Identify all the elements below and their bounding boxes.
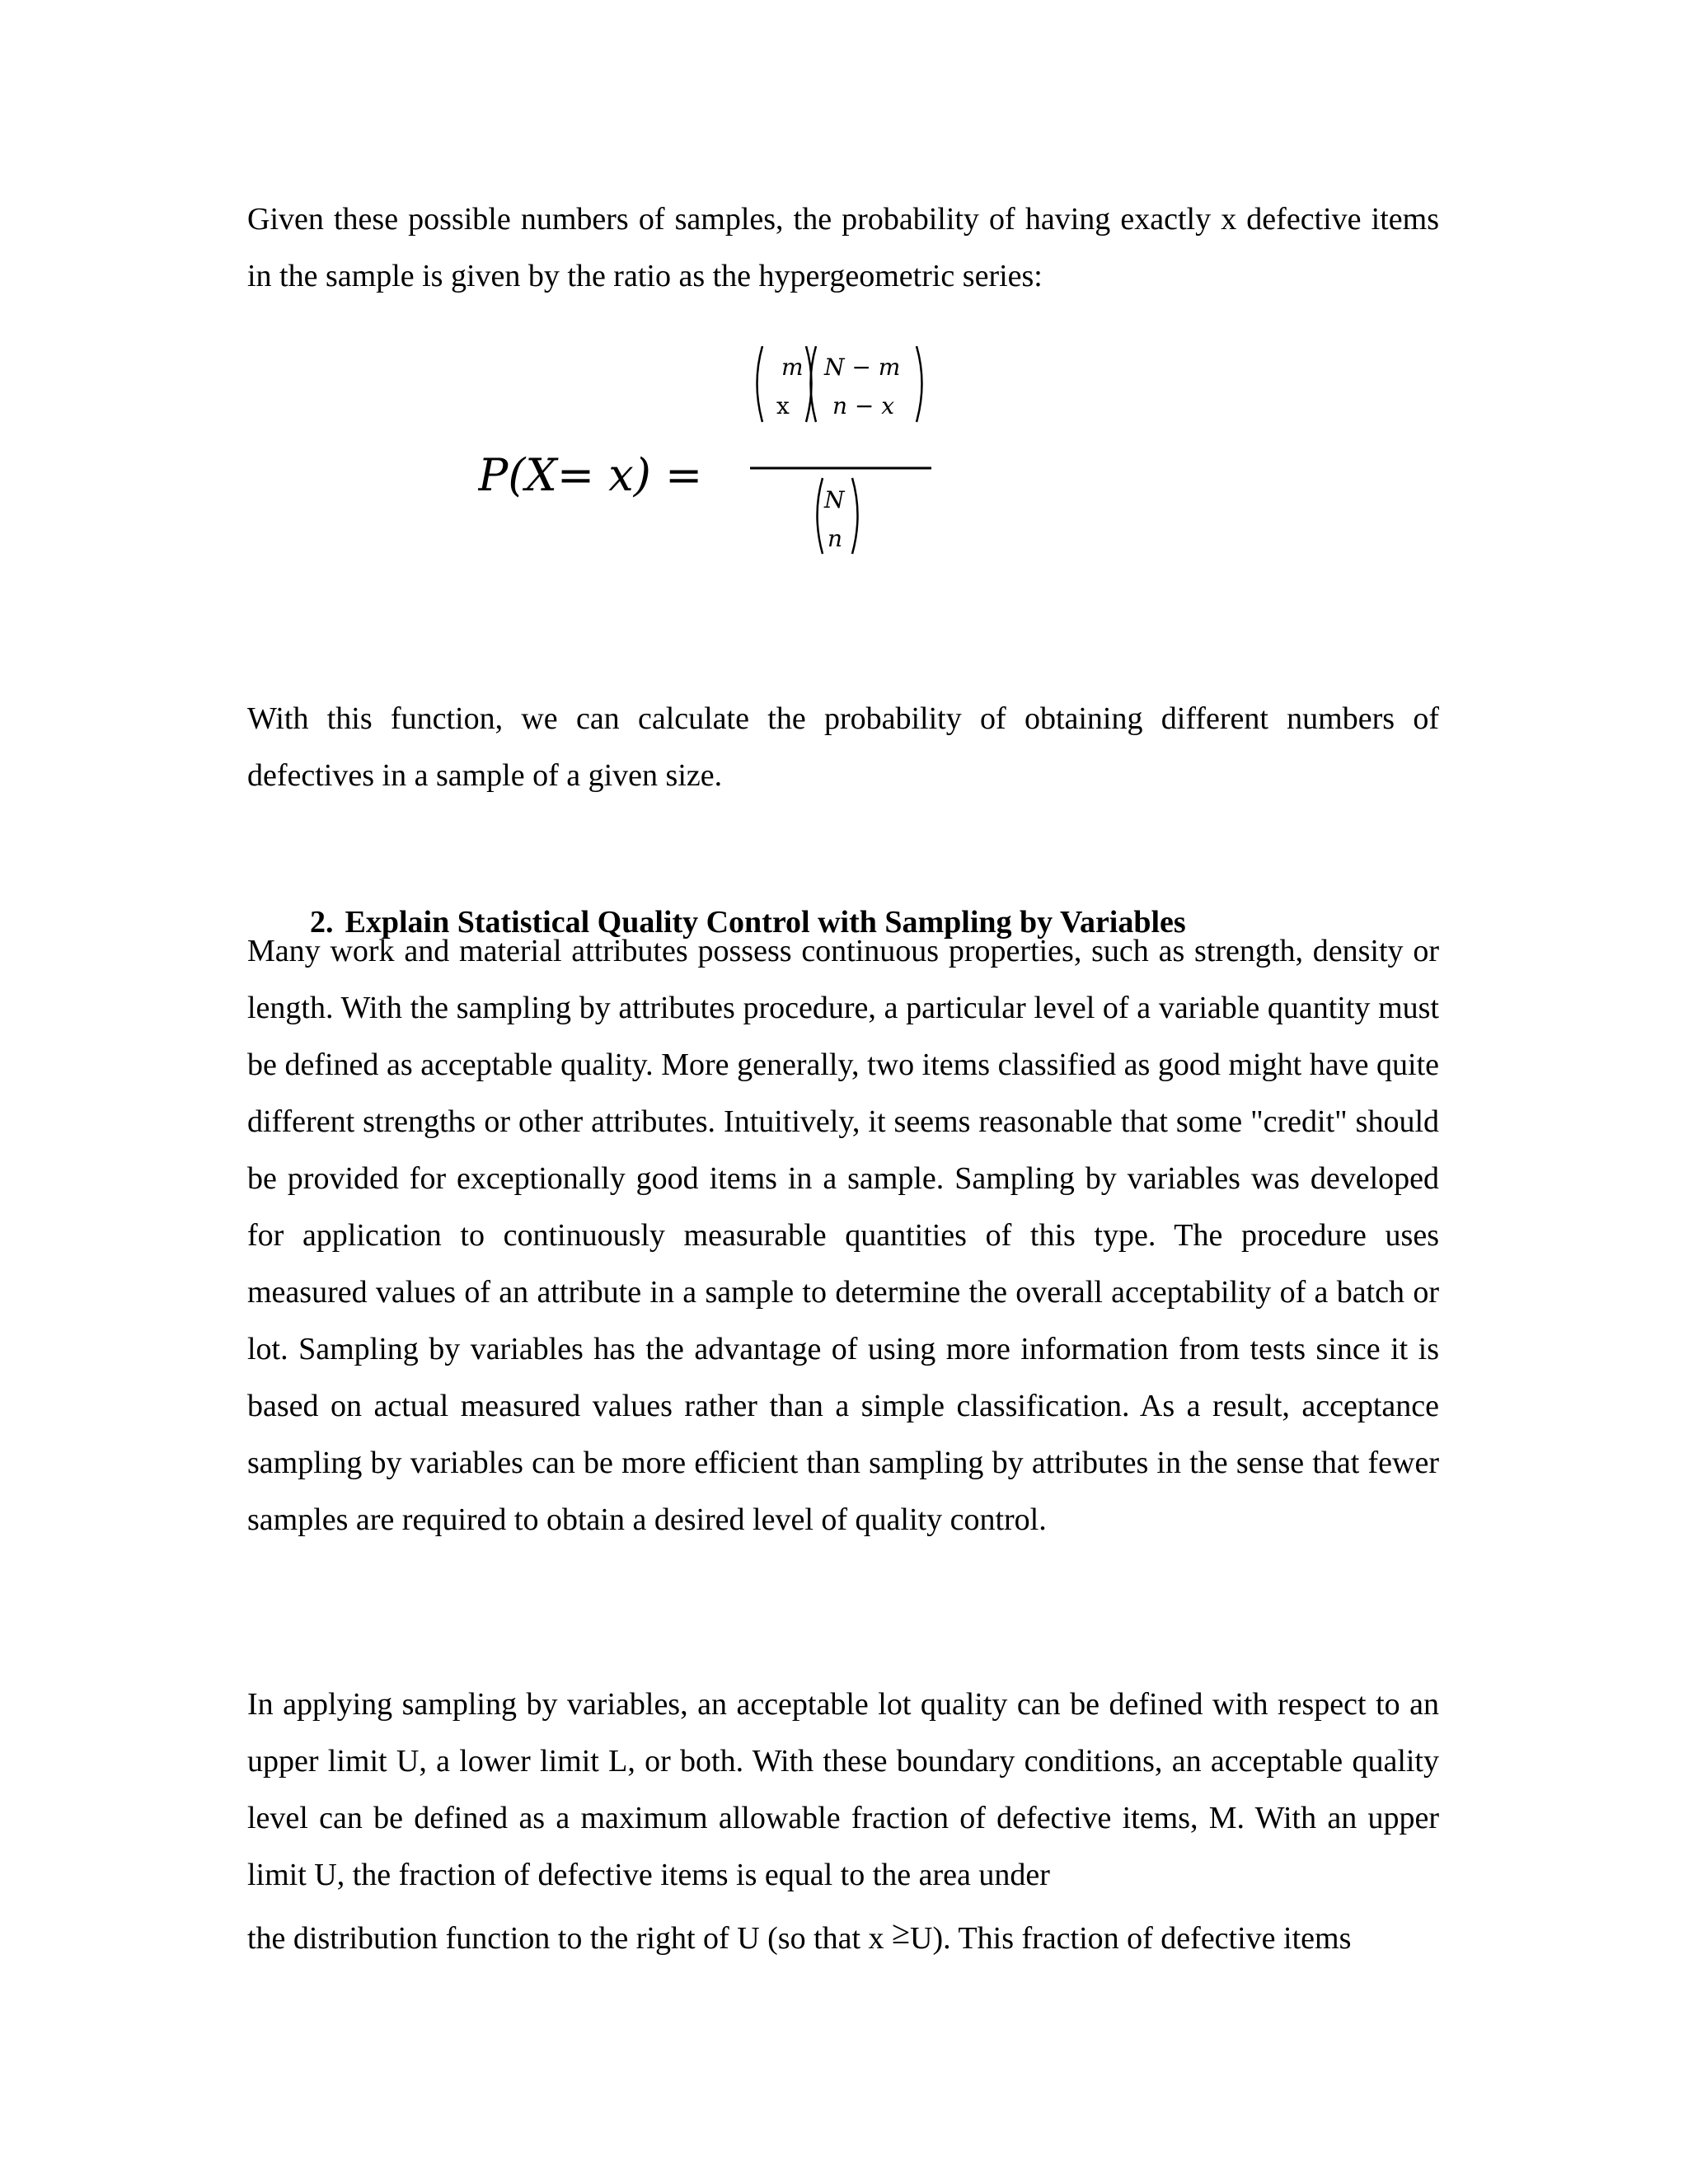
numerator-binom2-bottom: n − x (832, 392, 895, 419)
section-number: 2. (310, 905, 334, 940)
p5-text-after: U). This fraction of defective items (910, 1921, 1352, 1956)
numerator-binom1-top: m (781, 354, 804, 381)
denominator-binom-top: N (824, 486, 845, 513)
paragraph-function-usage: With this function, we can calculate the probability of obtaining different numbers of defectives in a sample of a given size. (247, 701, 1439, 793)
paragraph-hypergeometric-intro: Given these possible numbers of samples, the probability of having exactly x defective items in the sample is given by the ratio as the hypergeometric series: (247, 202, 1439, 293)
numerator-binom1-bottom: x (776, 392, 790, 419)
paren-close-icon (917, 346, 922, 422)
paragraph-sampling-by-variables: Many work and material attributes possess continuous properties, such as strength, density or length. With the sampling by attributes procedure, a particular level of a variable quantity must be defined as acceptable quality. More generally, two items classified as good might have quite different strengths or other attributes. Intuitively, it seems reasonable that some "credit" should be provided for exceptionally good items in a sample. Sampling by variables was developed for application to continuously measurable quantities of this type. The procedure uses measured values of an attribute in a sample to determine the overall acceptability of a batch or lot. Sampling by variables has the advantage of using more information from tests since it is based on actual measured values rather than a simple classification. As a result, acceptance sampling by variables can be more efficient than sampling by attributes in the sense that fewer samples are required to obtain a desired level of quality control. (247, 934, 1439, 1537)
paren-close-icon (852, 478, 858, 554)
paren-open-icon (818, 478, 823, 554)
denominator-binom-bottom: n (828, 525, 843, 552)
hypergeometric-formula (478, 346, 973, 593)
paren-open-icon (757, 346, 763, 422)
paren-open-icon (811, 346, 817, 422)
paragraph-distribution-function (247, 1904, 1439, 1967)
section-title: Explain Statistical Quality Control with Sampling by Variables (345, 905, 1186, 940)
greater-equal-symbol: ≥ (892, 1914, 911, 1951)
paragraph-applying-sampling: In applying sampling by variables, an acceptable lot quality can be defined with respect to an upper limit U, a lower limit L, or both. With these boundary conditions, an acceptable quality level can be defined as a maximum allowable fraction of defective items, M. With an upper limit U, the fraction of defective items is equal to the area under (247, 1687, 1439, 1892)
p5-text-before: the distribution function to the right of U (so that x (247, 1921, 893, 1956)
formula-lhs: P(X= x) = (478, 449, 703, 501)
numerator-binom2-top: N − m (824, 354, 901, 381)
